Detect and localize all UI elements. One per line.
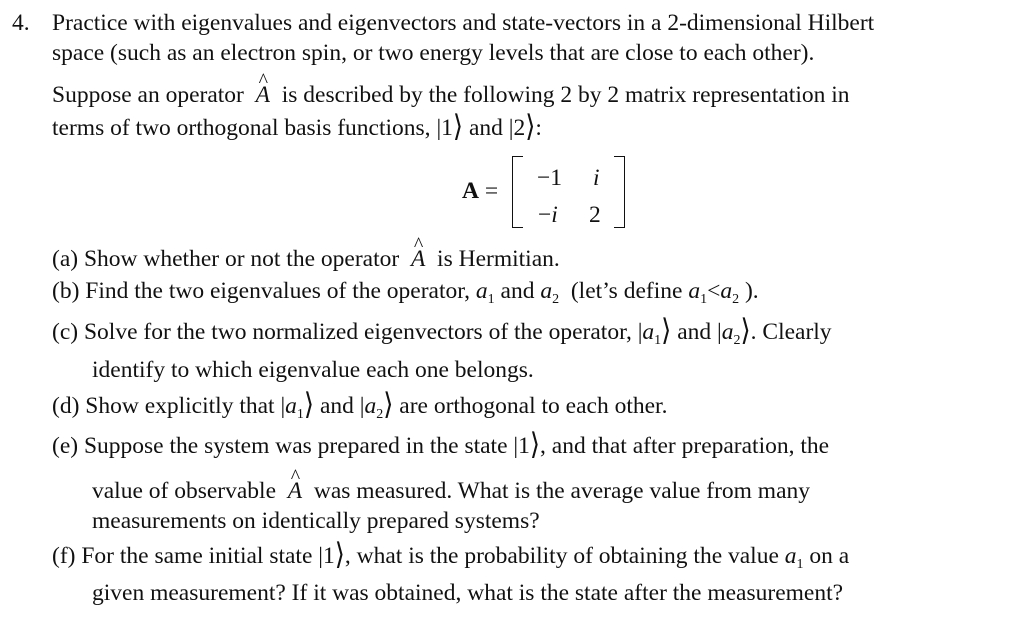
part-c: (c) Solve for the two normalized eigenvectors of the operator, $|a_1⟩$ and $|a_2⟩$. Clearly: [52, 313, 832, 348]
ket-2: |2⟩: [508, 109, 536, 144]
matrix-cell-21: −i: [538, 202, 558, 228]
part-b-label: (b): [52, 278, 80, 304]
matrix-equals: =: [484, 178, 499, 204]
matrix-cell-22: 2: [589, 202, 601, 228]
operator-symbol: ^ A: [256, 80, 270, 110]
ket-a2: $|a_2⟩$: [717, 313, 751, 348]
ket-a1: $|a_1⟩$: [280, 387, 315, 422]
part-c-label: (c): [52, 319, 79, 345]
intro-line-1: Practice with eigenvalues and eigenvectors and state-vectors in a 2-dimensional Hilbert: [52, 10, 875, 36]
ket-a1: $|a_1⟩$: [637, 313, 672, 348]
part-f-label: (f): [52, 543, 76, 569]
matrix-right-bracket: [614, 156, 625, 228]
intro-line-4: terms of two orthogonal basis functions, |1⟩ and |2⟩:: [52, 109, 542, 144]
matrix-lhs: [462, 178, 498, 205]
intro-line-2: space (such as an electron spin, or two energy levels that are close to each other).: [52, 40, 815, 66]
matrix-cell-12: i: [593, 165, 600, 191]
ket-1: |1⟩: [513, 427, 541, 462]
part-e: (e) Suppose the system was prepared in the state |1⟩, and that after preparation, the: [52, 427, 830, 462]
part-f-line-2: given measurement? If it was obtained, what is the state after the measurement?: [92, 580, 844, 606]
ket-a2: $|a_2⟩$: [359, 387, 394, 422]
operator-symbol: ^ A: [288, 476, 302, 506]
part-a-label: (a): [52, 246, 79, 272]
operator-symbol: ^ A: [411, 244, 425, 274]
intro-line-3: Suppose an operator ^ A is described by the following 2 by 2 matrix representation in: [52, 80, 850, 110]
part-a: (a) Show whether or not the operator ^ A is Hermitian.: [52, 244, 560, 274]
matrix-cell-11: −1: [537, 165, 563, 191]
problem-number: 4.: [12, 10, 30, 36]
part-e-line-3: measurements on identically prepared systems?: [92, 508, 540, 534]
part-d-label: (d): [52, 393, 80, 419]
part-f: (f) For the same initial state |1⟩, what is the probability of obtaining the value $a_1$ on a: [52, 537, 850, 572]
matrix-left-bracket: [512, 156, 523, 228]
ket-1: |1⟩: [318, 537, 345, 572]
part-b: (b) Find the two eigenvalues of the operator, $a_1$ and $a_2$ (let’s define $a_1<a_2$ ).: [52, 278, 759, 307]
matrix-label: A: [462, 178, 479, 204]
part-d: (d) Show explicitly that $|a_1⟩$ and $|a_2⟩$ are orthogonal to each other.: [52, 387, 668, 422]
ket-1: |1⟩: [436, 109, 464, 144]
part-e-label: (e): [52, 433, 79, 459]
part-e-line-2: value of observable ^ A was measured. What is the average value from many: [92, 476, 810, 506]
part-c-line-2: identify to which eigenvalue each one belongs.: [92, 357, 534, 383]
